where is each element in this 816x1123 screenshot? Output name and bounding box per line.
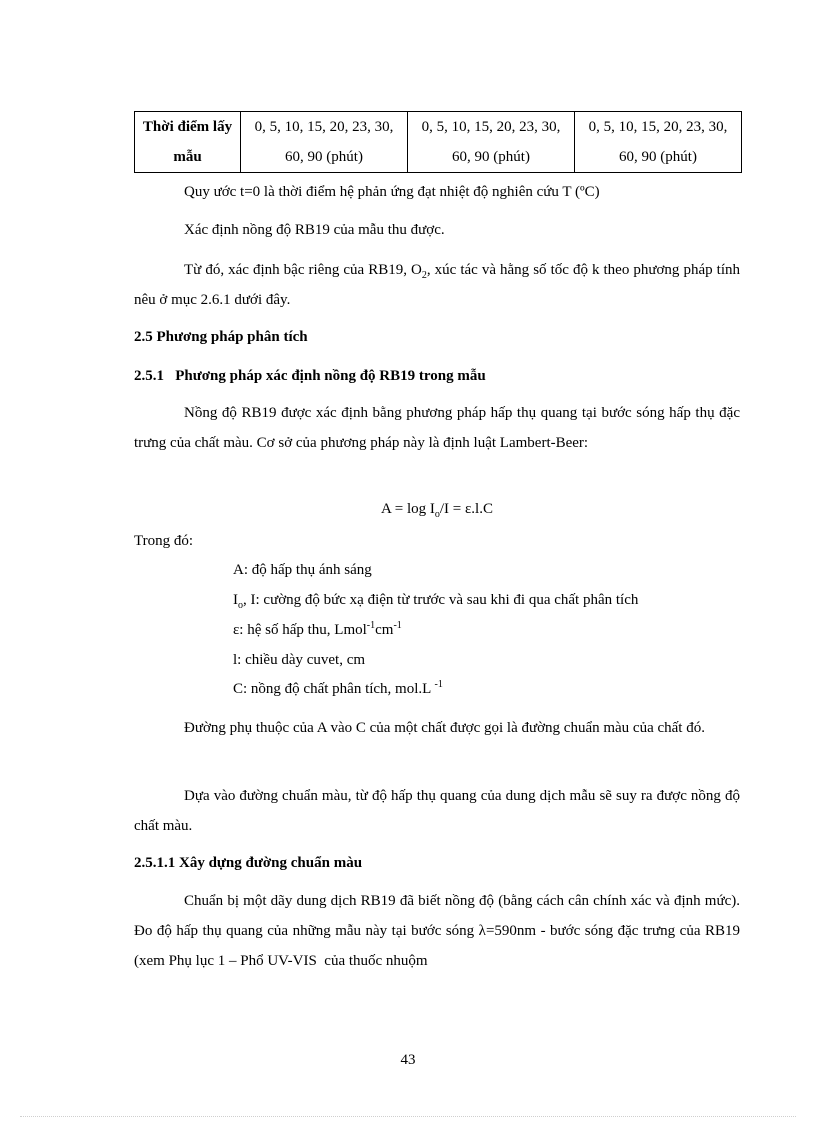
paragraph-determine-concentration: Xác định nồng độ RB19 của mẫu thu được. <box>184 222 445 238</box>
paragraph-time-convention: Quy ước t=0 là thời điểm hệ phản ứng đạt nhiệt độ nghiên cứu T (ºC) <box>184 184 600 200</box>
definition-I: $I_o$, I: cường độ bức xạ điện từ trước và sau khi đi qua chất phân tích <box>233 592 639 611</box>
table-header-cell: Thời điểm lấy mẫu <box>135 112 241 173</box>
section-heading-2-5: 2.5 Phương pháp phân tích <box>134 329 308 345</box>
where-label: Trong đó: <box>134 533 194 549</box>
definition-l: l: chiều dày cuvet, cm <box>233 652 366 668</box>
paragraph-reaction-order: Từ đó, xác định bậc riêng của RB19, $O_2$, xúc tác và hằng số tốc độ k theo phương pháp tính nêu ở mục 2.6.1 dưới đây. <box>134 262 740 308</box>
paragraph-lambert-beer: Nồng độ RB19 được xác định bằng phương pháp hấp thụ quang tại bước sóng hấp thụ đặc trưng của chất màu. Cơ sở của phương pháp này là định luật Lambert-Beer: <box>134 405 740 451</box>
paragraph-calibration-curve: Đường phụ thuộc của A vào C của một chất được gọi là đường chuẩn màu của chất đó. <box>184 720 705 736</box>
table-cell: 0, 5, 10, 15, 20, 23, 30, 60, 90 (phút) <box>408 112 575 173</box>
definition-A: A: độ hấp thụ ánh sáng <box>233 562 372 578</box>
page-number: 43 <box>400 1052 416 1068</box>
sampling-time-table <box>134 111 742 173</box>
section-heading-2-5-1-1: 2.5.1.1 Xây dựng đường chuẩn màu <box>134 855 363 871</box>
table-row <box>135 112 742 173</box>
table-cell: 0, 5, 10, 15, 20, 23, 30, 60, 90 (phút) <box>241 112 408 173</box>
table-cell: 0, 5, 10, 15, 20, 23, 30, 60, 90 (phút) <box>575 112 742 173</box>
definition-epsilon: ε: hệ số hấp thu, $Lmol^{-1}cm^{-1}$ <box>233 620 402 638</box>
lambert-beer-formula: $A = \log I_o/I = \varepsilon.l.C$ <box>381 501 493 520</box>
paragraph-use-calibration: Dựa vào đường chuẩn màu, từ độ hấp thụ quang của dung dịch mẫu sẽ suy ra được nồng độ chất màu. <box>134 788 740 834</box>
footer-divider <box>20 1116 796 1117</box>
paragraph-prepare-solutions: Chuẩn bị một dãy dung dịch RB19 đã biết nồng độ (bằng cách cân chính xác và định mức). Đo độ hấp thụ quang của những mẫu này tại bước sóng λ=590nm - bước sóng đặc trưng của RB19 (xem Phụ lục 1 – Phổ UV-VIS của thuốc nhuộm <box>134 893 744 969</box>
definition-C: C: nồng độ chất phân tích, mol.L $^{-1}$ <box>233 679 443 697</box>
section-heading-2-5-1: 2.5.1 Phương pháp xác định nồng độ RB19 trong mẫu <box>134 368 486 384</box>
